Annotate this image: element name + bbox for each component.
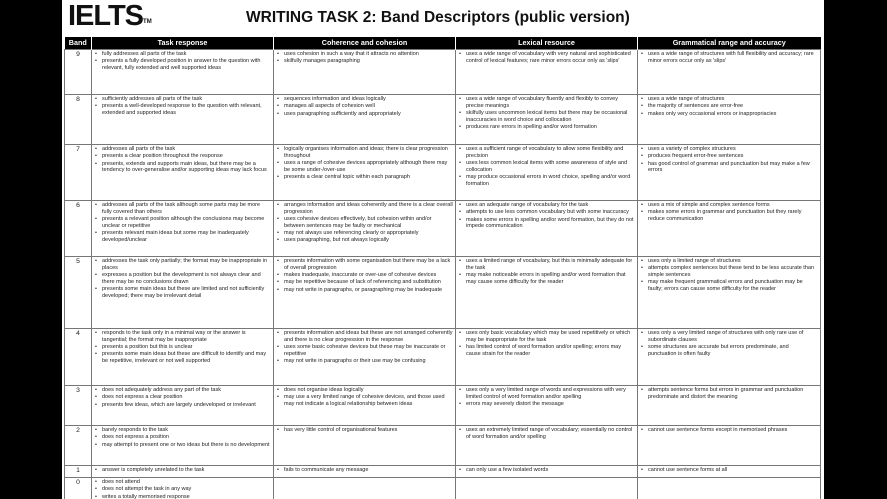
band-descriptors-table	[64, 37, 821, 499]
descriptor-item: • may make noticeable errors in spelling and/or word formation that may cause some difficulty for the reader	[458, 272, 635, 285]
descriptor-item: • some structures are accurate but errors predominate, and punctuation is often faulty	[640, 344, 818, 357]
band-number: 2	[65, 426, 92, 466]
descriptor-item: • presents a clear central topic within each paragraph	[276, 174, 453, 181]
page-title: WRITING TASK 2: Band Descriptors (public version)	[246, 9, 630, 26]
descriptor-list	[94, 427, 271, 448]
descriptor-list	[94, 330, 271, 365]
descriptor-list	[94, 387, 271, 408]
header-band: Band	[65, 37, 92, 50]
descriptor-item: • sufficiently addresses all parts of the task	[94, 96, 271, 103]
descriptor-item: • uses a range of cohesive devices appropriately although there may be some under-/over-use	[276, 160, 453, 173]
descriptor-item: • fails to communicate any message	[276, 467, 453, 474]
descriptor-list	[458, 96, 635, 131]
descriptor-item: • does not attempt the task in any way	[94, 486, 271, 493]
task-response-cell	[92, 50, 274, 95]
descriptor-item: • presents some main ideas but these are limited and not sufficiently developed; there may be irrelevant detail	[94, 286, 271, 299]
descriptor-item: • writes a totally memorised response	[94, 494, 271, 499]
descriptor-list	[640, 427, 818, 434]
table-row	[65, 329, 821, 386]
lexical-resource-cell	[456, 145, 638, 201]
descriptor-item: • presents a fully developed position in answer to the question with relevant, fully extended and well supported ideas	[94, 58, 271, 71]
descriptor-item: • uses only a very limited range of structures with only rare use of subordinate clauses	[640, 330, 818, 343]
grammatical-range-cell	[638, 257, 821, 329]
lexical-resource-cell	[456, 329, 638, 386]
lexical-resource-cell	[456, 201, 638, 257]
coherence-cohesion-cell	[274, 95, 456, 145]
descriptor-list	[94, 467, 271, 474]
task-response-cell	[92, 257, 274, 329]
table-row	[65, 257, 821, 329]
task-response-cell	[92, 478, 274, 499]
descriptor-item: • uses a wide range of structures with full flexibility and accuracy; rare minor errors occur only as 'slips'	[640, 51, 818, 64]
right-frame-bar	[824, 0, 887, 499]
descriptor-item: • may not always use referencing clearly or appropriately	[276, 230, 453, 237]
coherence-cohesion-cell	[274, 257, 456, 329]
descriptor-item: • presents few ideas, which are largely undeveloped or irrelevant	[94, 402, 271, 409]
task-response-cell	[92, 329, 274, 386]
descriptor-item: • may use a very limited range of cohesive devices, and those used may not indicate a logical relationship between ideas	[276, 394, 453, 407]
descriptor-list	[640, 202, 818, 223]
descriptor-list	[276, 467, 453, 474]
descriptor-item: • presents a clear position throughout the response	[94, 153, 271, 160]
descriptor-item: • may make frequent grammatical errors and punctuation may be faulty; errors can cause some difficulty for the reader	[640, 279, 818, 292]
descriptor-item: • may attempt to present one or two ideas but there is no development	[94, 442, 271, 449]
descriptor-item: • uses an adequate range of vocabulary for the task	[458, 202, 635, 209]
descriptor-item: • expresses a position but the development is not always clear and there may be no conclusions drawn	[94, 272, 271, 285]
descriptor-item: • uses less common lexical items with some awareness of style and collocation	[458, 160, 635, 173]
coherence-cohesion-cell	[274, 386, 456, 426]
band-number: 1	[65, 466, 92, 478]
descriptor-item: • does not express a position	[94, 434, 271, 441]
descriptor-list	[94, 258, 271, 299]
band-number: 4	[65, 329, 92, 386]
header-task-response: Task response	[92, 37, 274, 50]
band-number: 0	[65, 478, 92, 499]
descriptor-item: • uses a mix of simple and complex sentence forms	[640, 202, 818, 209]
table-row	[65, 478, 821, 499]
descriptor-item: • presents a relevant position although the conclusions may become unclear or repetitive	[94, 216, 271, 229]
descriptor-list	[640, 330, 818, 357]
descriptor-list	[458, 202, 635, 230]
descriptor-item: • arranges information and ideas coherently and there is a clear overall progression	[276, 202, 453, 215]
descriptor-item: • presents a position but this is unclear	[94, 344, 271, 351]
descriptor-item: • uses only basic vocabulary which may be used repetitively or which may be inappropriate for the task	[458, 330, 635, 343]
descriptor-list	[276, 51, 453, 65]
descriptor-item: • presents information and ideas but these are not arranged coherently and there is no clear progression in the response	[276, 330, 453, 343]
descriptor-list	[458, 51, 635, 64]
descriptor-item: • uses only a very limited range of words and expressions with very limited control of word formation and/or spelling	[458, 387, 635, 400]
descriptor-item: • manages all aspects of cohesion well	[276, 103, 453, 110]
lexical-resource-cell	[456, 257, 638, 329]
descriptor-item: • may not write in paragraphs, or paragraphing may be inadequate	[276, 287, 453, 294]
descriptor-item: • may not write in paragraphs or their use may be confusing	[276, 358, 453, 365]
descriptor-list	[640, 146, 818, 174]
descriptor-item: • uses cohesion in such a way that it attracts no attention	[276, 51, 453, 58]
lexical-resource-cell	[456, 50, 638, 95]
descriptor-list	[276, 146, 453, 181]
table-row	[65, 201, 821, 257]
descriptor-item: • presents some main ideas but these are difficult to identify and may be repetitive, irrelevant or not well supported	[94, 351, 271, 364]
descriptor-item: • has good control of grammar and punctuation but may make a few errors	[640, 161, 818, 174]
descriptor-list	[640, 258, 818, 293]
coherence-cohesion-cell	[274, 201, 456, 257]
lexical-resource-cell	[456, 386, 638, 426]
descriptor-item: • makes some errors in spelling and/or word formation, but they do not impede communication	[458, 217, 635, 230]
descriptor-list	[94, 479, 271, 499]
descriptor-list	[458, 387, 635, 408]
table-body	[65, 50, 821, 499]
lexical-resource-cell	[456, 426, 638, 466]
band-number: 6	[65, 201, 92, 257]
grammatical-range-cell	[638, 95, 821, 145]
descriptor-item: • answer is completely unrelated to the task	[94, 467, 271, 474]
coherence-cohesion-cell	[274, 466, 456, 478]
table-row	[65, 95, 821, 145]
descriptor-item: • barely responds to the task	[94, 427, 271, 434]
descriptor-item: • does not attend	[94, 479, 271, 486]
table-row	[65, 50, 821, 95]
task-response-cell	[92, 386, 274, 426]
grammatical-range-cell	[638, 466, 821, 478]
descriptor-item: • uses cohesive devices effectively, but cohesion within and/or between sentences may be faulty or mechanical	[276, 216, 453, 229]
descriptor-list	[640, 467, 818, 474]
descriptor-list	[94, 51, 271, 72]
descriptor-list	[94, 146, 271, 174]
descriptor-item: • fully addresses all parts of the task	[94, 51, 271, 58]
lexical-resource-cell	[456, 466, 638, 478]
descriptor-item: • does not adequately address any part of the task	[94, 387, 271, 394]
descriptor-item: • makes inadequate, inaccurate or over-use of cohesive devices	[276, 272, 453, 279]
descriptor-item: • errors may severely distort the message	[458, 401, 635, 408]
descriptor-list	[276, 387, 453, 408]
descriptor-item: • does not organise ideas logically	[276, 387, 453, 394]
descriptor-item: • uses a sufficient range of vocabulary to allow some flexibility and precision	[458, 146, 635, 159]
descriptor-list	[640, 387, 818, 400]
descriptor-item: • presents a well-developed response to the question with relevant, extended and supported ideas	[94, 103, 271, 116]
descriptor-item: • makes only very occasional errors or inappropriacies	[640, 111, 818, 118]
descriptor-item: • the majority of sentences are error-free	[640, 103, 818, 110]
descriptor-item: • produces frequent error-free sentences	[640, 153, 818, 160]
descriptor-item: • uses a wide range of vocabulary with very natural and sophisticated control of lexical features; rare minor errors occur only as 'slips'	[458, 51, 635, 64]
descriptor-item: • presents information with some organisation but there may be a lack of overall progression	[276, 258, 453, 271]
ielts-logo: IELTS™	[68, 0, 152, 32]
descriptor-item: • may produce occasional errors in word choice, spelling and/or word formation	[458, 174, 635, 187]
grammatical-range-cell	[638, 329, 821, 386]
descriptor-item: • uses paragraphing, but not always logically	[276, 237, 453, 244]
grammatical-range-cell	[638, 426, 821, 466]
grammatical-range-cell	[638, 201, 821, 257]
descriptor-item: • presents relevant main ideas but some may be inadequately developed/unclear	[94, 230, 271, 243]
task-response-cell	[92, 201, 274, 257]
descriptor-list	[276, 258, 453, 293]
left-frame-bar	[0, 0, 62, 499]
header-lexical-resource: Lexical resource	[456, 37, 638, 50]
table-row	[65, 386, 821, 426]
descriptor-item: • uses a wide range of structures	[640, 96, 818, 103]
header-coherence-cohesion: Coherence and cohesion	[274, 37, 456, 50]
table-row	[65, 426, 821, 466]
band-number: 5	[65, 257, 92, 329]
descriptor-item: • skilfully uses uncommon lexical items but there may be occasional inaccuracies in word choice and collocation	[458, 110, 635, 123]
grammatical-range-cell	[638, 478, 821, 499]
descriptor-item: • skilfully manages paragraphing	[276, 58, 453, 65]
task-response-cell	[92, 95, 274, 145]
lexical-resource-cell	[456, 95, 638, 145]
descriptor-item: • has very little control of organisational features	[276, 427, 453, 434]
descriptor-list	[640, 51, 818, 64]
descriptor-list	[276, 96, 453, 117]
descriptor-list	[458, 258, 635, 285]
coherence-cohesion-cell	[274, 426, 456, 466]
coherence-cohesion-cell	[274, 329, 456, 386]
descriptor-item: • addresses all parts of the task	[94, 146, 271, 153]
header-grammatical-range: Grammatical range and accuracy	[638, 37, 821, 50]
descriptor-list	[458, 146, 635, 187]
table-row	[65, 466, 821, 478]
descriptor-item: • can only use a few isolated words	[458, 467, 635, 474]
descriptor-item: • uses only a limited range of structures	[640, 258, 818, 265]
descriptor-list	[94, 202, 271, 243]
descriptor-item: • uses an extremely limited range of vocabulary; essentially no control of word formation and/or spelling	[458, 427, 635, 440]
table-row	[65, 145, 821, 201]
band-number: 7	[65, 145, 92, 201]
descriptor-item: • cannot use sentence forms at all	[640, 467, 818, 474]
descriptor-list	[94, 96, 271, 117]
band-number: 9	[65, 50, 92, 95]
descriptor-item: • addresses the task only partially; the format may be inappropriate in places	[94, 258, 271, 271]
descriptor-item: • uses a wide range of vocabulary fluently and flexibly to convey precise meanings	[458, 96, 635, 109]
coherence-cohesion-cell	[274, 50, 456, 95]
descriptor-item: • produces rare errors in spelling and/or word formation	[458, 124, 635, 131]
descriptor-item: • uses paragraphing sufficiently and appropriately	[276, 111, 453, 118]
descriptor-item: • has limited control of word formation and/or spelling; errors may cause strain for the reader	[458, 344, 635, 357]
band-number: 8	[65, 95, 92, 145]
descriptor-list	[276, 202, 453, 244]
descriptor-list	[458, 330, 635, 357]
descriptor-item: • sequences information and ideas logically	[276, 96, 453, 103]
descriptor-item: • cannot use sentence forms except in memorised phrases	[640, 427, 818, 434]
descriptor-item: • uses a variety of complex structures	[640, 146, 818, 153]
grammatical-range-cell	[638, 386, 821, 426]
descriptor-item: • attempts to use less common vocabulary but with some inaccuracy	[458, 209, 635, 216]
descriptor-list	[276, 330, 453, 365]
coherence-cohesion-cell	[274, 478, 456, 499]
descriptor-list	[458, 427, 635, 440]
descriptor-list	[458, 467, 635, 474]
descriptor-item: • does not express a clear position	[94, 394, 271, 401]
document-page	[62, 0, 824, 499]
task-response-cell	[92, 426, 274, 466]
band-number: 3	[65, 386, 92, 426]
grammatical-range-cell	[638, 145, 821, 201]
descriptor-item: • makes some errors in grammar and punctuation but they rarely reduce communication	[640, 209, 818, 222]
descriptor-item: • attempts complex sentences but these tend to be less accurate than simple sentences	[640, 265, 818, 278]
descriptor-item: • responds to the task only in a minimal way or the answer is tangential; the format may be inappropriate	[94, 330, 271, 343]
descriptor-item: • attempts sentence forms but errors in grammar and punctuation predominate and distort the meaning	[640, 387, 818, 400]
task-response-cell	[92, 466, 274, 478]
table-header-row	[65, 37, 821, 50]
grammatical-range-cell	[638, 50, 821, 95]
descriptor-item: • logically organises information and ideas; there is clear progression throughout	[276, 146, 453, 159]
descriptor-item: • uses a limited range of vocabulary, but this is minimally adequate for the task	[458, 258, 635, 271]
task-response-cell	[92, 145, 274, 201]
descriptor-list	[640, 96, 818, 117]
descriptor-list	[276, 427, 453, 434]
descriptor-item: • addresses all parts of the task although some parts may be more fully covered than others	[94, 202, 271, 215]
descriptor-item: • may be repetitive because of lack of referencing and substitution	[276, 279, 453, 286]
coherence-cohesion-cell	[274, 145, 456, 201]
lexical-resource-cell	[456, 478, 638, 499]
descriptor-item: • uses some basic cohesive devices but these may be inaccurate or repetitive	[276, 344, 453, 357]
descriptor-item: • presents, extends and supports main ideas, but there may be a tendency to over-generalise and/or supporting ideas may lack focus	[94, 161, 271, 174]
